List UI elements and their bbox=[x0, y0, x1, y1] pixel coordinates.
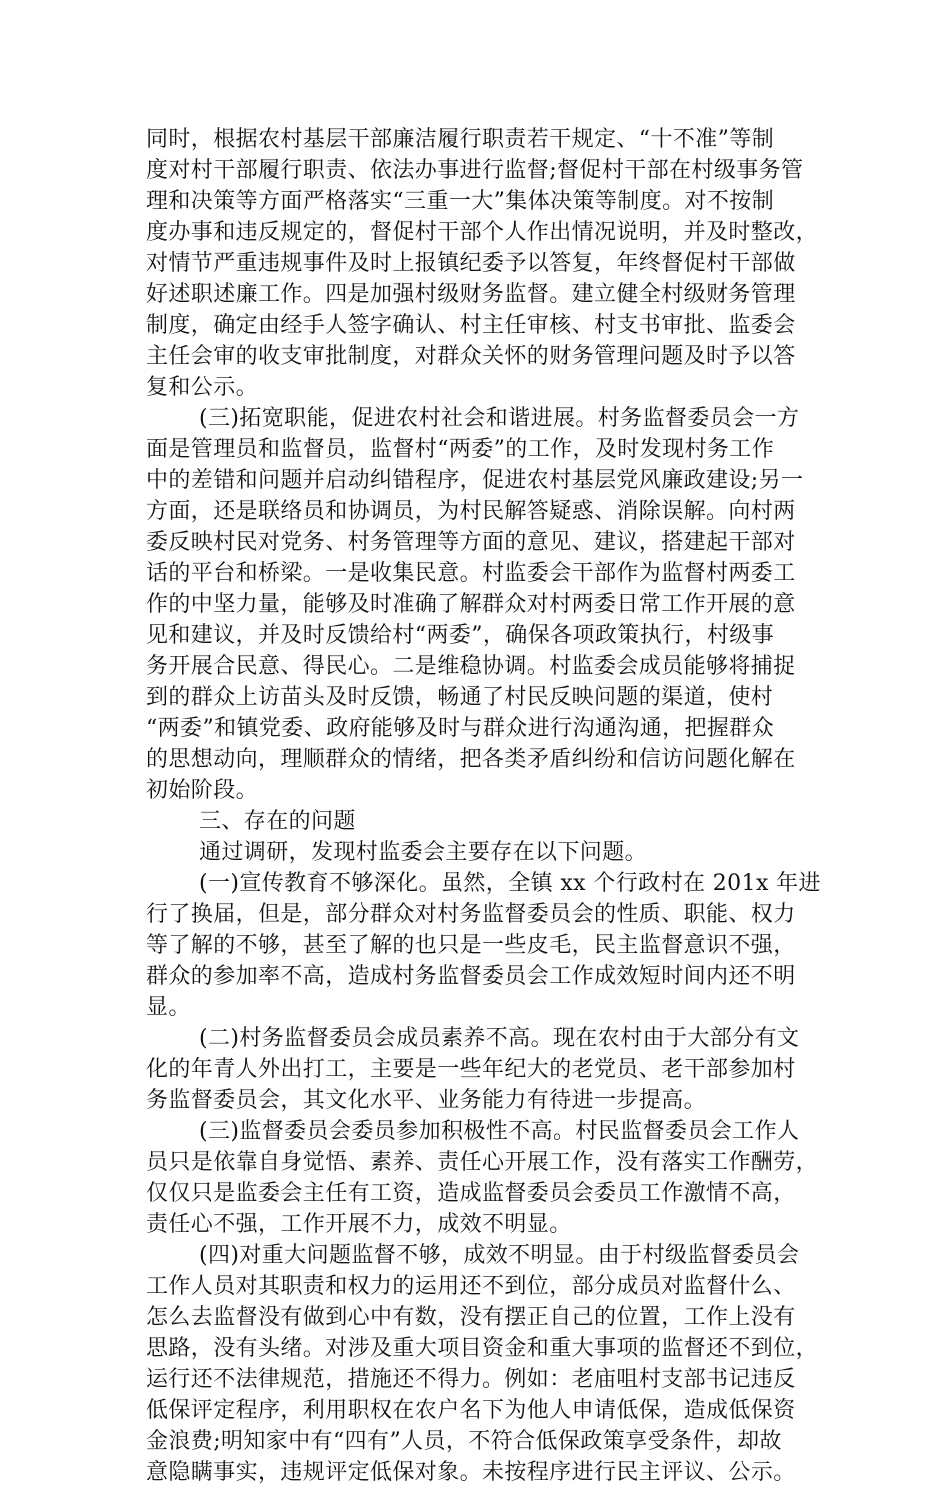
document-body bbox=[146, 124, 822, 1488]
text-line: 中的差错和问题并启动纠错程序，促进农村基层党风廉政建设;另一 bbox=[146, 468, 804, 493]
text-line: (三)拓宽职能，促进农村社会和谐进展。村务监督委员会一方 bbox=[199, 406, 800, 431]
text-line: 显。 bbox=[146, 995, 191, 1020]
text-line: 责任心不强，工作开展不力，成效不明显。 bbox=[146, 1212, 572, 1237]
text-line: 运行还不法律规范，措施还不得力。例如：老庙咀村支部书记违反 bbox=[146, 1367, 796, 1392]
text-line: (二)村务监督委员会成员素养不高。现在农村由于大部分有文 bbox=[199, 1026, 800, 1051]
text-line: 面是管理员和监督员，监督村“两委”的工作，及时发现村务工作 bbox=[146, 437, 775, 462]
text-line: 三、存在的问题 bbox=[199, 809, 356, 834]
text-line: 方面，还是联络员和协调员，为村民解答疑惑、消除误解。向村两 bbox=[146, 499, 796, 524]
text-line: 仅仅只是监委会主任有工资，造成监督委员会委员工作激情不高， bbox=[146, 1181, 796, 1206]
text-line: 理和决策等方面严格落实“三重一大”集体决策等制度。对不按制 bbox=[146, 189, 775, 214]
text-line: 员只是依靠自身觉悟、素养、责任心开展工作，没有落实工作酬劳， bbox=[146, 1150, 819, 1175]
text-line: 务监督委员会，其文化水平、业务能力有待进一步提高。 bbox=[146, 1088, 707, 1113]
text-line: (一)宣传教育不够深化。虽然，全镇 xx 个行政村在 201x 年进 bbox=[199, 871, 821, 896]
text-line: “两委”和镇党委、政府能够及时与群众进行沟通沟通，把握群众 bbox=[146, 716, 775, 741]
text-line: 务开展合民意、得民心。二是维稳协调。村监委会成员能够将捕捉 bbox=[146, 654, 796, 679]
text-line: 到的群众上访苗头及时反馈，畅通了村民反映问题的渠道，使村 bbox=[146, 685, 774, 710]
text-line: 金浪费;明知家中有“四有”人员，不符合低保政策享受条件，却故 bbox=[146, 1429, 782, 1454]
text-line: 群众的参加率不高，造成村务监督委员会工作成效短时间内还不明 bbox=[146, 964, 796, 989]
text-line: 初始阶段。 bbox=[146, 778, 259, 803]
text-line: 思路，没有头绪。对涉及重大项目资金和重大事项的监督还不到位， bbox=[146, 1336, 819, 1361]
text-line: 的思想动向，理顺群众的情绪，把各类矛盾纠纷和信访问题化解在 bbox=[146, 747, 796, 772]
text-line: 复和公示。 bbox=[146, 375, 259, 400]
text-line: 见和建议，并及时反馈给村“两委”，确保各项政策执行，村级事 bbox=[146, 623, 775, 648]
text-line: 好述职述廉工作。四是加强村级财务监督。建立健全村级财务管理 bbox=[146, 282, 796, 307]
text-line: 等了解的不够，甚至了解的也只是一些皮毛，民主监督意识不强， bbox=[146, 933, 796, 958]
text-line: 制度，确定由经手人签字确认、村主任审核、村支书审批、监委会 bbox=[146, 313, 796, 338]
text-line: 作的中坚力量，能够及时准确了解群众对村两委日常工作开展的意 bbox=[146, 592, 796, 617]
text-line: 化的年青人外出打工，主要是一些年纪大的老党员、老干部参加村 bbox=[146, 1057, 796, 1082]
text-line: 度对村干部履行职责、依法办事进行监督;督促村干部在村级事务管 bbox=[146, 158, 804, 183]
text-line: 度办事和违反规定的，督促村干部个人作出情况说明，并及时整改， bbox=[146, 220, 819, 245]
text-line: 意隐瞒事实，违规评定低保对象。未按程序进行民主评议、公示。 bbox=[146, 1460, 796, 1485]
text-line: 主任会审的收支审批制度，对群众关怀的财务管理问题及时予以答 bbox=[146, 344, 796, 369]
text-line: 话的平台和桥梁。一是收集民意。村监委会干部作为监督村两委工 bbox=[146, 561, 796, 586]
text-line: 委反映村民对党务、村务管理等方面的意见、建议，搭建起干部对 bbox=[146, 530, 796, 555]
text-line: (三)监督委员会委员参加积极性不高。村民监督委员会工作人 bbox=[199, 1119, 800, 1144]
text-line: (四)对重大问题监督不够，成效不明显。由于村级监督委员会 bbox=[199, 1243, 800, 1268]
text-line: 对情节严重违规事件及时上报镇纪委予以答复，年终督促村干部做 bbox=[146, 251, 796, 276]
text-line: 行了换届，但是，部分群众对村务监督委员会的性质、职能、权力 bbox=[146, 902, 796, 927]
text-line: 怎么去监督没有做到心中有数，没有摆正自己的位置，工作上没有 bbox=[146, 1305, 796, 1330]
text-line: 通过调研，发现村监委会主要存在以下问题。 bbox=[199, 840, 648, 865]
text-line: 工作人员对其职责和权力的运用还不到位，部分成员对监督什么、 bbox=[146, 1274, 796, 1299]
text-line: 同时，根据农村基层干部廉洁履行职责若干规定、“十不准”等制 bbox=[146, 127, 775, 152]
text-line: 低保评定程序，利用职权在农户名下为他人申请低保，造成低保资 bbox=[146, 1398, 796, 1423]
